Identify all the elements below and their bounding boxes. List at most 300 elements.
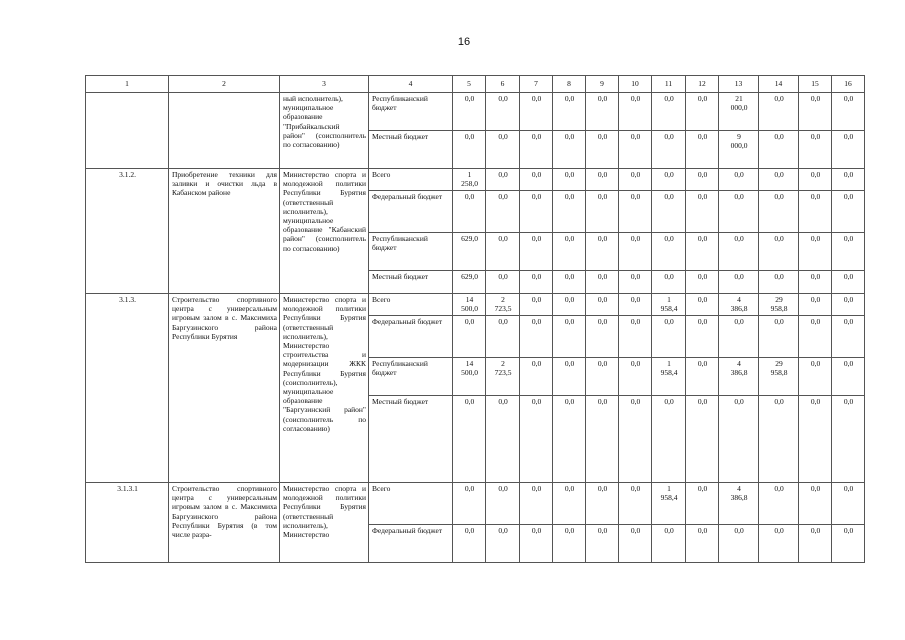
header-cell-1: 1 xyxy=(86,76,169,93)
value-text: 0,0 xyxy=(531,132,542,141)
value-cell xyxy=(553,525,586,563)
value-cell xyxy=(832,271,865,294)
header-cell-3: 3 xyxy=(280,76,369,93)
value-text: 0,0 xyxy=(810,526,821,535)
executor-cell xyxy=(280,169,369,294)
value-cell xyxy=(652,191,686,233)
value-text: 0,0 xyxy=(664,272,674,281)
value-text: 0,0 xyxy=(564,272,575,281)
value-text: 0,0 xyxy=(498,94,508,103)
value-text: 0,0 xyxy=(464,484,475,493)
value-text: 2 723,5 xyxy=(494,359,512,378)
header-cell-4: 4 xyxy=(369,76,453,93)
value-cell xyxy=(453,191,486,233)
value-text: 0,0 xyxy=(810,484,821,493)
value-text: 0,0 xyxy=(810,295,821,304)
value-cell xyxy=(619,294,652,316)
value-text: 1 958,4 xyxy=(660,484,678,503)
value-cell xyxy=(553,191,586,233)
value-text: 0,0 xyxy=(697,234,708,243)
value-cell xyxy=(486,233,520,271)
value-cell xyxy=(486,131,520,169)
executor-text: Министерство спорта и молодежной политики Республики Бурятия (ответственный исполнитель), Министерство xyxy=(283,484,366,540)
funding-source-cell: Федеральный бюджет xyxy=(369,191,453,233)
value-cell xyxy=(553,271,586,294)
value-text: 0,0 xyxy=(564,295,575,304)
item-number-cell: 3.1.2. xyxy=(86,169,169,294)
value-text: 0,0 xyxy=(464,94,475,103)
value-text: 0,0 xyxy=(697,359,708,368)
item-name-cell: Строительство спортивного центра с универсальным игровым залом в с. Максимиха Баргузинского района Республики Бурятия xyxy=(169,294,280,483)
value-cell xyxy=(586,131,619,169)
value-cell xyxy=(832,233,865,271)
value-cell xyxy=(520,191,553,233)
value-cell xyxy=(586,93,619,131)
value-cell xyxy=(586,191,619,233)
value-cell xyxy=(619,358,652,396)
value-cell xyxy=(586,483,619,525)
value-text: 0,0 xyxy=(630,170,641,179)
header-cell-16: 16 xyxy=(832,76,865,93)
value-text: 0,0 xyxy=(697,94,708,103)
value-cell xyxy=(799,316,832,358)
funding-source-cell: Местный бюджет xyxy=(369,131,453,169)
value-cell xyxy=(453,131,486,169)
value-cell xyxy=(759,294,799,316)
value-text: 0,0 xyxy=(531,234,542,243)
value-text: 0,0 xyxy=(630,272,641,281)
funding-source-cell: Республиканский бюджет xyxy=(369,358,453,396)
value-text: 0,0 xyxy=(774,234,784,243)
value-cell xyxy=(619,483,652,525)
value-text: 0,0 xyxy=(810,317,821,326)
value-cell xyxy=(686,316,719,358)
value-text: 0,0 xyxy=(498,132,508,141)
value-cell xyxy=(520,525,553,563)
value-text: 0,0 xyxy=(810,192,821,201)
value-cell xyxy=(619,169,652,191)
value-text: 0,0 xyxy=(774,484,784,493)
value-cell xyxy=(453,316,486,358)
value-cell xyxy=(586,294,619,316)
value-cell xyxy=(799,191,832,233)
value-text: 0,0 xyxy=(697,397,708,406)
value-text: 0,0 xyxy=(664,397,674,406)
page-number: 16 xyxy=(457,36,471,48)
value-cell xyxy=(759,271,799,294)
value-text: 1 958,4 xyxy=(660,359,678,378)
value-cell xyxy=(652,131,686,169)
value-cell xyxy=(486,396,520,483)
value-text: 0,0 xyxy=(843,132,854,141)
value-text: 1 958,4 xyxy=(660,295,678,314)
value-cell xyxy=(453,294,486,316)
value-text: 0,0 xyxy=(498,484,508,493)
executor-text: Министерство спорта и молодежной политики Республики Бурятия (ответственный исполнитель), Министерство строительства и модернизации ЖКК Республики Бурятия (соисполнитель), муниципальное образование "Баргузинский район" (соисполнитель по согласованию) xyxy=(283,295,366,433)
value-cell xyxy=(759,233,799,271)
value-text: 0,0 xyxy=(774,132,784,141)
value-text: 0,0 xyxy=(564,359,575,368)
value-cell xyxy=(719,396,759,483)
value-cell xyxy=(520,316,553,358)
table-row xyxy=(86,294,865,316)
value-text: 0,0 xyxy=(810,397,821,406)
funding-source-cell: Республиканский бюджет xyxy=(369,93,453,131)
value-cell xyxy=(453,483,486,525)
value-text: 0,0 xyxy=(531,317,542,326)
value-cell xyxy=(686,169,719,191)
value-cell xyxy=(453,525,486,563)
funding-source-cell: Федеральный бюджет xyxy=(369,316,453,358)
value-cell xyxy=(486,294,520,316)
value-text: 0,0 xyxy=(697,295,708,304)
value-cell xyxy=(719,483,759,525)
table-row xyxy=(86,93,865,131)
value-cell xyxy=(686,93,719,131)
value-cell xyxy=(619,396,652,483)
item-number-cell: 3.1.3. xyxy=(86,294,169,483)
value-cell xyxy=(486,483,520,525)
value-text: 21 000,0 xyxy=(730,94,748,113)
value-text: 14 500,0 xyxy=(461,295,478,314)
header-cell-12: 12 xyxy=(686,76,719,93)
value-cell xyxy=(719,358,759,396)
value-text: 0,0 xyxy=(564,234,575,243)
value-text: 0,0 xyxy=(810,94,821,103)
value-cell xyxy=(652,271,686,294)
value-cell xyxy=(686,233,719,271)
value-cell xyxy=(652,93,686,131)
value-text: 0,0 xyxy=(810,234,821,243)
value-cell xyxy=(759,191,799,233)
value-text: 0,0 xyxy=(564,192,575,201)
value-cell xyxy=(799,93,832,131)
value-text: 629,0 xyxy=(461,234,478,243)
value-text: 0,0 xyxy=(734,272,744,281)
value-text: 0,0 xyxy=(734,234,744,243)
value-cell xyxy=(832,294,865,316)
value-cell xyxy=(799,396,832,483)
value-text: 0,0 xyxy=(697,317,708,326)
value-text: 0,0 xyxy=(697,484,708,493)
value-text: 0,0 xyxy=(464,526,475,535)
header-cell-14: 14 xyxy=(759,76,799,93)
value-text: 0,0 xyxy=(597,272,608,281)
value-text: 0,0 xyxy=(774,94,784,103)
value-cell xyxy=(553,294,586,316)
value-text: 0,0 xyxy=(531,272,542,281)
value-cell xyxy=(619,131,652,169)
value-cell xyxy=(586,525,619,563)
value-cell xyxy=(553,316,586,358)
value-text: 0,0 xyxy=(734,170,744,179)
value-text: 4 386,8 xyxy=(730,484,748,503)
value-cell xyxy=(832,191,865,233)
header-cell-10: 10 xyxy=(619,76,652,93)
value-text: 0,0 xyxy=(630,94,641,103)
executor-cell xyxy=(280,483,369,563)
value-text: 0,0 xyxy=(531,295,542,304)
table-row xyxy=(86,169,865,191)
value-cell xyxy=(486,93,520,131)
value-cell xyxy=(686,271,719,294)
executor-text: Министерство спорта и молодежной политики Республики Бурятия (ответственный исполнитель), муниципальное образование "Кабанский район" (соисполнитель по согласованию) xyxy=(283,170,366,253)
value-text: 0,0 xyxy=(531,484,542,493)
value-cell xyxy=(686,483,719,525)
value-text: 0,0 xyxy=(464,192,475,201)
value-text: 0,0 xyxy=(597,192,608,201)
value-cell xyxy=(686,131,719,169)
value-text: 0,0 xyxy=(597,295,608,304)
value-text: 0,0 xyxy=(630,132,641,141)
value-text: 0,0 xyxy=(531,170,542,179)
value-cell xyxy=(832,483,865,525)
value-cell xyxy=(586,316,619,358)
value-cell xyxy=(453,93,486,131)
value-cell xyxy=(553,169,586,191)
header-cell-9: 9 xyxy=(586,76,619,93)
value-cell xyxy=(719,233,759,271)
value-text: 0,0 xyxy=(597,94,608,103)
value-cell xyxy=(832,131,865,169)
value-text: 0,0 xyxy=(498,272,508,281)
value-text: 0,0 xyxy=(630,317,641,326)
value-cell xyxy=(719,316,759,358)
table-row xyxy=(86,483,865,525)
value-text: 629,0 xyxy=(461,272,478,281)
value-text: 0,0 xyxy=(564,397,575,406)
value-cell xyxy=(520,131,553,169)
value-text: 0,0 xyxy=(597,359,608,368)
item-number-cell: 3.1.3.1 xyxy=(86,483,169,563)
funding-source-cell: Местный бюджет xyxy=(369,271,453,294)
value-text: 0,0 xyxy=(697,170,708,179)
value-cell xyxy=(586,358,619,396)
value-text: 0,0 xyxy=(774,397,784,406)
value-cell xyxy=(832,169,865,191)
value-cell xyxy=(686,525,719,563)
value-text: 0,0 xyxy=(843,397,854,406)
value-text: 0,0 xyxy=(774,317,784,326)
value-text: 0,0 xyxy=(630,295,641,304)
value-cell xyxy=(652,358,686,396)
value-text: 0,0 xyxy=(564,170,575,179)
value-cell xyxy=(553,483,586,525)
value-text: 0,0 xyxy=(564,526,575,535)
value-cell xyxy=(686,191,719,233)
value-text: 0,0 xyxy=(664,526,674,535)
value-cell xyxy=(759,169,799,191)
executor-cell xyxy=(280,294,369,483)
value-text: 0,0 xyxy=(464,397,475,406)
value-cell xyxy=(719,294,759,316)
value-cell xyxy=(486,271,520,294)
value-text: 0,0 xyxy=(498,397,508,406)
value-cell xyxy=(520,483,553,525)
value-cell xyxy=(553,358,586,396)
value-cell xyxy=(619,93,652,131)
value-text: 0,0 xyxy=(664,317,674,326)
funding-source-cell: Всего xyxy=(369,483,453,525)
value-text: 0,0 xyxy=(630,526,641,535)
value-text: 0,0 xyxy=(697,192,708,201)
value-text: 0,0 xyxy=(564,132,575,141)
value-text: 0,0 xyxy=(531,397,542,406)
value-text: 0,0 xyxy=(843,192,854,201)
value-cell xyxy=(619,316,652,358)
value-text: 0,0 xyxy=(664,170,674,179)
value-cell xyxy=(759,316,799,358)
value-text: 0,0 xyxy=(597,526,608,535)
value-text: 0,0 xyxy=(664,192,674,201)
value-text: 0,0 xyxy=(597,234,608,243)
funding-source-cell: Местный бюджет xyxy=(369,396,453,483)
value-text: 0,0 xyxy=(630,484,641,493)
value-cell xyxy=(453,233,486,271)
executor-cell xyxy=(280,93,369,169)
value-text: 0,0 xyxy=(498,526,508,535)
value-text: 0,0 xyxy=(597,397,608,406)
value-text: 0,0 xyxy=(498,170,508,179)
value-cell xyxy=(799,131,832,169)
value-text: 0,0 xyxy=(697,526,708,535)
value-cell xyxy=(719,93,759,131)
value-cell xyxy=(652,483,686,525)
funding-source-cell: Федеральный бюджет xyxy=(369,525,453,563)
value-text: 0,0 xyxy=(498,234,508,243)
value-cell xyxy=(486,358,520,396)
value-cell xyxy=(619,233,652,271)
value-text: 0,0 xyxy=(498,317,508,326)
value-cell xyxy=(759,525,799,563)
value-cell xyxy=(520,271,553,294)
value-text: 0,0 xyxy=(810,170,821,179)
value-text: 0,0 xyxy=(843,234,854,243)
value-cell xyxy=(486,316,520,358)
value-cell xyxy=(799,271,832,294)
funding-source-cell: Всего xyxy=(369,169,453,191)
header-cell-8: 8 xyxy=(553,76,586,93)
value-text: 0,0 xyxy=(843,170,854,179)
value-text: 0,0 xyxy=(630,234,641,243)
value-cell xyxy=(719,525,759,563)
value-cell xyxy=(520,358,553,396)
value-cell xyxy=(553,93,586,131)
value-text: 0,0 xyxy=(498,192,508,201)
value-cell xyxy=(652,169,686,191)
value-cell xyxy=(799,169,832,191)
value-text: 0,0 xyxy=(597,317,608,326)
value-text: 29 958,8 xyxy=(770,359,788,378)
value-text: 0,0 xyxy=(843,317,854,326)
value-cell xyxy=(652,233,686,271)
value-cell xyxy=(520,396,553,483)
value-cell xyxy=(799,358,832,396)
value-text: 0,0 xyxy=(597,170,608,179)
funding-source-cell: Всего xyxy=(369,294,453,316)
value-cell xyxy=(719,271,759,294)
value-cell xyxy=(759,483,799,525)
value-cell xyxy=(652,294,686,316)
item-name-cell: Приобретение техники для заливки и очистки льда в Кабанском районе xyxy=(169,169,280,294)
value-text: 0,0 xyxy=(810,132,821,141)
value-cell xyxy=(832,525,865,563)
header-cell-7: 7 xyxy=(520,76,553,93)
value-text: 0,0 xyxy=(774,526,784,535)
value-text: 0,0 xyxy=(774,272,784,281)
value-cell xyxy=(520,169,553,191)
value-cell xyxy=(799,233,832,271)
value-cell xyxy=(686,396,719,483)
value-text: 0,0 xyxy=(564,94,575,103)
funding-source-cell: Республиканский бюджет xyxy=(369,233,453,271)
value-text: 4 386,8 xyxy=(730,359,748,378)
value-cell xyxy=(759,358,799,396)
value-cell xyxy=(520,233,553,271)
value-text: 0,0 xyxy=(531,192,542,201)
value-cell xyxy=(832,316,865,358)
value-cell xyxy=(686,358,719,396)
value-text: 0,0 xyxy=(531,359,542,368)
budget-table xyxy=(85,75,865,563)
item-name-cell xyxy=(169,93,280,169)
value-text: 0,0 xyxy=(843,295,854,304)
value-cell xyxy=(586,396,619,483)
value-text: 0,0 xyxy=(843,526,854,535)
value-cell xyxy=(453,271,486,294)
value-text: 0,0 xyxy=(630,192,641,201)
value-text: 9 000,0 xyxy=(730,132,748,151)
value-text: 0,0 xyxy=(630,397,641,406)
value-text: 0,0 xyxy=(843,272,854,281)
value-cell xyxy=(453,169,486,191)
value-cell xyxy=(799,483,832,525)
value-cell xyxy=(553,396,586,483)
value-text: 0,0 xyxy=(734,526,744,535)
value-cell xyxy=(520,93,553,131)
value-text: 0,0 xyxy=(464,317,475,326)
value-text: 0,0 xyxy=(734,397,744,406)
header-cell-6: 6 xyxy=(486,76,520,93)
value-cell xyxy=(486,191,520,233)
value-cell xyxy=(832,396,865,483)
value-text: 0,0 xyxy=(664,132,674,141)
value-cell xyxy=(799,525,832,563)
value-cell xyxy=(652,525,686,563)
value-text: 0,0 xyxy=(697,132,708,141)
value-text: 0,0 xyxy=(564,484,575,493)
value-cell xyxy=(453,358,486,396)
value-text: 0,0 xyxy=(531,94,542,103)
value-cell xyxy=(832,358,865,396)
value-cell xyxy=(652,396,686,483)
header-cell-2: 2 xyxy=(169,76,280,93)
executor-text: ный исполнитель), муниципальное образование "Прибайкальский район" (соисполнитель по согласованию) xyxy=(283,94,366,150)
value-text: 0,0 xyxy=(734,192,744,201)
value-text: 0,0 xyxy=(810,272,821,281)
value-text: 0,0 xyxy=(564,317,575,326)
value-text: 0,0 xyxy=(734,317,744,326)
value-text: 0,0 xyxy=(774,170,784,179)
header-cell-5: 5 xyxy=(453,76,486,93)
header-cell-11: 11 xyxy=(652,76,686,93)
value-text: 0,0 xyxy=(531,526,542,535)
value-cell xyxy=(719,169,759,191)
value-text: 0,0 xyxy=(843,359,854,368)
header-row xyxy=(86,76,865,93)
value-cell xyxy=(759,131,799,169)
value-cell xyxy=(686,294,719,316)
